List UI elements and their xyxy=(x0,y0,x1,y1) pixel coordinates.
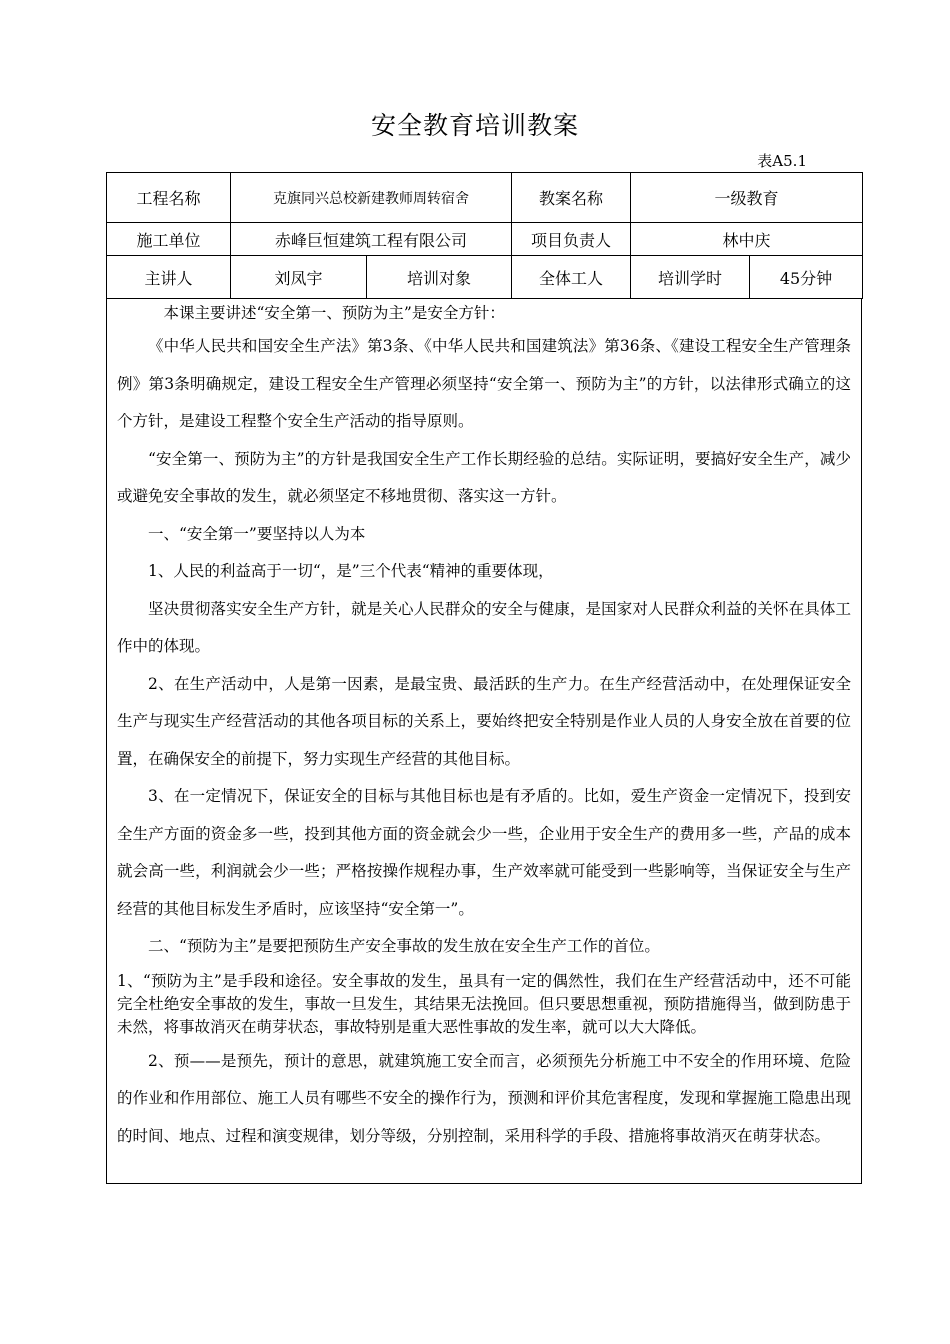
contractor-label: 施工单位 xyxy=(107,223,231,256)
section-heading: 二、“预防为主”是要把预防生产安全事故的发生放在安全生产工作的首位。 xyxy=(148,937,660,955)
info-row-project xyxy=(107,173,863,223)
project-name-value: 克旗同兴总校新建教师周转宿舍 xyxy=(231,173,512,223)
paragraph: 2、在生产活动中，人是第一因素，是最宝贵、最活跃的生产力。在生产经营活动中，在处理保证安全生产与现实生产经营活动的其他各项目标的关系上，要始终把安全特别是作业人员的人身安全放在首要的位置，在确保安全的前提下，努力实现生产经营的其他目标。 xyxy=(117,674,851,768)
plan-name-value: 一级教育 xyxy=(631,173,863,223)
info-row-contractor xyxy=(107,223,863,256)
hours-value: 45分钟 xyxy=(750,256,863,299)
lesson-content xyxy=(106,298,862,1184)
page-title: 安全教育培训教案 xyxy=(370,111,579,140)
plan-name-label: 教案名称 xyxy=(512,173,631,223)
section-heading: 一、“安全第一”要坚持以人为本 xyxy=(148,524,366,543)
paragraph: “安全第一、预防为主”的方针是我国安全生产工作长期经验的总结。实际证明，要搞好安全生产，减少或避免安全事故的发生，就必须坚定不移地贯彻、落实这一方针。 xyxy=(117,449,851,505)
hours-label: 培训学时 xyxy=(631,256,750,299)
paragraph: 坚决贯彻落实安全生产方针，就是关心人民群众的安全与健康，是国家对人民群众利益的关怀在具体工作中的体现。 xyxy=(117,599,851,655)
contractor-value: 赤峰巨恒建筑工程有限公司 xyxy=(231,223,512,256)
info-table xyxy=(106,172,863,299)
manager-value: 林中庆 xyxy=(631,223,863,256)
audience-value: 全体工人 xyxy=(512,256,631,299)
lecturer-value: 刘凤宇 xyxy=(231,256,367,299)
paragraph: 本课主要讲述“安全第一、预防为主”是安全方针： xyxy=(163,304,505,322)
paragraph: 《中华人民共和国安全生产法》第3条、《中华人民共和国建筑法》第36条、《建设工程安全生产管理条例》第3条明确规定，建设工程安全生产管理必须坚持“安全第一、预防为主”的方针，以法律形式确立的这个方针，是建设工程整个安全生产活动的指导原则。 xyxy=(117,337,851,430)
paragraph: 1、人民的利益高于一切“，是”三个代表“精神的重要体现， xyxy=(148,562,554,580)
paragraph: 1、“预防为主”是手段和途径。安全事故的发生，虽具有一定的偶然性，我们在生产经营活动中，还不可能完全杜绝安全事故的发生，事故一旦发生，其结果无法挽回。但只要思想重视，预防措施得当，做到防患于未然，将事故消灭在萌芽状态，事故特别是重大恶性事故的发生率，就可以大大降低。 xyxy=(117,971,851,1036)
form-code: 表A5.1 xyxy=(757,152,807,170)
info-row-training xyxy=(107,256,863,299)
project-name-label: 工程名称 xyxy=(107,173,231,223)
paragraph: 2、预——是预先，预计的意思，就建筑施工安全而言，必须预先分析施工中不安全的作用环境、危险的作业和作用部位、施工人员有哪些不安全的操作行为，预测和评价其危害程度，发现和掌握施工隐患出现的时间、地点、过程和演变规律，划分等级，分别控制，采用科学的手段、措施将事故消灭在萌芽状态。 xyxy=(117,1051,851,1145)
lecturer-label: 主讲人 xyxy=(107,256,231,299)
manager-label: 项目负责人 xyxy=(512,223,631,256)
audience-label: 培训对象 xyxy=(367,256,512,299)
paragraph: 3、在一定情况下，保证安全的目标与其他目标也是有矛盾的。比如，爱生产资金一定情况下，投到安全生产方面的资金多一些，投到其他方面的资金就会少一些，企业用于安全生产的费用多一些，产品的成本就会高一些，利润就会少一些；严格按操作规程办事，生产效率就可能受到一些影响等，当保证安全与生产经营的其他目标发生矛盾时，应该坚持“安全第一”。 xyxy=(117,787,851,918)
